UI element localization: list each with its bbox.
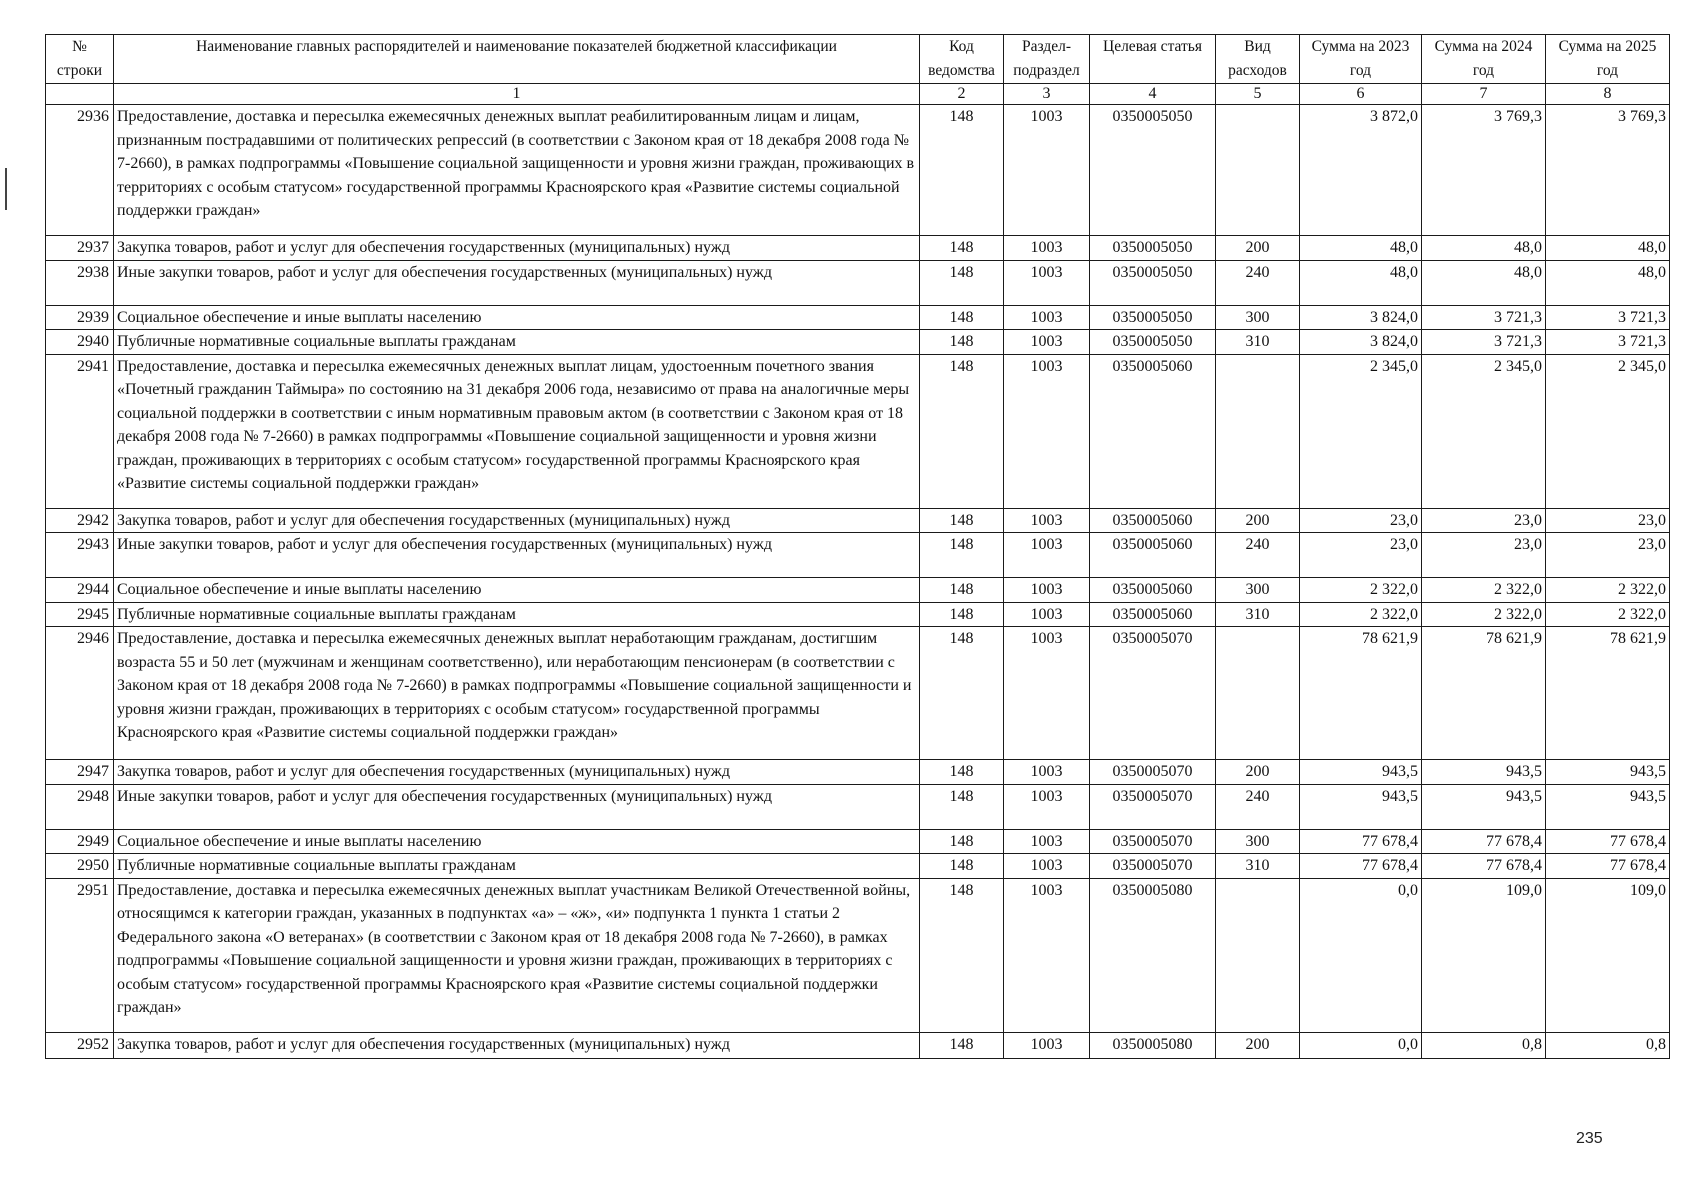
section-code: 1003 [1004, 578, 1090, 603]
page-number: 235 [1576, 1130, 1603, 1147]
sum-2024: 3 721,3 [1422, 330, 1546, 355]
dept-code: 148 [920, 760, 1004, 785]
row-number: 2943 [46, 533, 114, 578]
row-name: Закупка товаров, работ и услуг для обеспечения государственных (муниципальных) нужд [114, 508, 920, 533]
sum-2023: 23,0 [1300, 508, 1422, 533]
header-row [46, 35, 1670, 84]
section-code: 1003 [1004, 602, 1090, 627]
row-name: Публичные нормативные социальные выплаты гражданам [114, 602, 920, 627]
section-code: 1003 [1004, 305, 1090, 330]
sum-2025: 943,5 [1546, 760, 1670, 785]
row-name: Предоставление, доставка и пересылка ежемесячных денежных выплат реабилитированным лицам и лицам, признанным пострадавшими от политических репрессий (в соответствии с Законом края от 18 декабря 2008 года № 7-2660), в рамках подпрограммы «Повышение социальной защищенности и уровня жизни граждан, проживающих в территориях с особым статусом» государственной программы Красноярского края «Развитие системы социальной поддержки граждан» [114, 105, 920, 236]
sum-2024: 2 322,0 [1422, 602, 1546, 627]
row-number: 2941 [46, 354, 114, 508]
expense-type-code [1216, 878, 1300, 1032]
sum-2023: 23,0 [1300, 533, 1422, 578]
column-number: 8 [1546, 84, 1670, 105]
column-number: 2 [920, 84, 1004, 105]
row-name: Закупка товаров, работ и услуг для обеспечения государственных (муниципальных) нужд [114, 1032, 920, 1058]
sum-2023: 3 824,0 [1300, 330, 1422, 355]
header-sum-2023: Сумма на 2023 год [1300, 35, 1422, 84]
column-number: 7 [1422, 84, 1546, 105]
row-number: 2946 [46, 627, 114, 760]
expense-type-code: 300 [1216, 578, 1300, 603]
header-dept: Код ведомства [920, 35, 1004, 84]
row-number: 2938 [46, 260, 114, 305]
budget-table [45, 34, 1670, 1059]
sum-2025: 48,0 [1546, 236, 1670, 261]
target-code: 0350005050 [1090, 330, 1216, 355]
expense-type-code: 310 [1216, 602, 1300, 627]
table-row [46, 533, 1670, 578]
column-number [46, 84, 114, 105]
header-row-no: № строки [46, 35, 114, 84]
section-code: 1003 [1004, 508, 1090, 533]
sum-2023: 48,0 [1300, 236, 1422, 261]
sum-2023: 2 322,0 [1300, 602, 1422, 627]
sum-2024: 23,0 [1422, 533, 1546, 578]
sum-2024: 109,0 [1422, 878, 1546, 1032]
dept-code: 148 [920, 236, 1004, 261]
sum-2023: 943,5 [1300, 784, 1422, 829]
sum-2023: 3 824,0 [1300, 305, 1422, 330]
row-number: 2942 [46, 508, 114, 533]
table-row [46, 236, 1670, 261]
expense-type-code [1216, 627, 1300, 760]
target-code: 0350005070 [1090, 760, 1216, 785]
dept-code: 148 [920, 854, 1004, 879]
row-number: 2951 [46, 878, 114, 1032]
dept-code: 148 [920, 508, 1004, 533]
section-code: 1003 [1004, 784, 1090, 829]
header-expense-type: Вид расходов [1216, 35, 1300, 84]
row-name: Иные закупки товаров, работ и услуг для обеспечения государственных (муниципальных) нужд [114, 260, 920, 305]
table-row [46, 602, 1670, 627]
target-code: 0350005050 [1090, 236, 1216, 261]
row-name: Публичные нормативные социальные выплаты гражданам [114, 330, 920, 355]
row-name: Предоставление, доставка и пересылка ежемесячных денежных выплат участникам Великой Отечественной войны, относящимся к категории граждан, указанных в подпунктах «а» – «ж», «и» подпункта 1 пункта 1 статьи 2 Федерального закона «О ветеранах» (в соответствии с Законом края от 18 декабря 2008 года № 7-2660), в рамках подпрограммы «Повышение социальной защищенности и уровня жизни граждан, проживающих в территориях с особым статусом» государственной программы Красноярского края «Развитие системы социальной поддержки граждан» [114, 878, 920, 1032]
column-number: 6 [1300, 84, 1422, 105]
target-code: 0350005080 [1090, 1032, 1216, 1058]
table-row [46, 878, 1670, 1032]
table-row [46, 854, 1670, 879]
sum-2025: 109,0 [1546, 878, 1670, 1032]
target-code: 0350005050 [1090, 105, 1216, 236]
dept-code: 148 [920, 627, 1004, 760]
table-row [46, 330, 1670, 355]
target-code: 0350005060 [1090, 602, 1216, 627]
row-number: 2940 [46, 330, 114, 355]
column-number: 3 [1004, 84, 1090, 105]
sum-2025: 23,0 [1546, 508, 1670, 533]
table-row [46, 760, 1670, 785]
sum-2025: 77 678,4 [1546, 854, 1670, 879]
expense-type-code: 300 [1216, 305, 1300, 330]
table-row [46, 784, 1670, 829]
sum-2024: 23,0 [1422, 508, 1546, 533]
row-name: Социальное обеспечение и иные выплаты населению [114, 578, 920, 603]
table-row [46, 260, 1670, 305]
sum-2025: 3 769,3 [1546, 105, 1670, 236]
dept-code: 148 [920, 784, 1004, 829]
table-row [46, 578, 1670, 603]
row-number: 2936 [46, 105, 114, 236]
row-name: Иные закупки товаров, работ и услуг для обеспечения государственных (муниципальных) нужд [114, 533, 920, 578]
sum-2024: 78 621,9 [1422, 627, 1546, 760]
row-name: Предоставление, доставка и пересылка ежемесячных денежных выплат неработающим гражданам, достигшим возраста 55 и 50 лет (мужчинам и женщинам соответственно), или неработающим пенсионерам (в соответствии с Законом края от 18 декабря 2008 года № 7-2660) в рамках подпрограммы «Повышение социальной защищенности и уровня жизни граждан, проживающих в территориях с особым статусом» государственной программы Красноярского края «Развитие системы социальной поддержки граждан» [114, 627, 920, 760]
target-code: 0350005070 [1090, 854, 1216, 879]
expense-type-code: 240 [1216, 533, 1300, 578]
target-code: 0350005060 [1090, 533, 1216, 578]
row-number: 2952 [46, 1032, 114, 1058]
sum-2025: 943,5 [1546, 784, 1670, 829]
row-name: Социальное обеспечение и иные выплаты населению [114, 829, 920, 854]
expense-type-code [1216, 354, 1300, 508]
target-code: 0350005060 [1090, 354, 1216, 508]
table-row [46, 627, 1670, 760]
sum-2024: 48,0 [1422, 260, 1546, 305]
row-number: 2949 [46, 829, 114, 854]
sum-2023: 0,0 [1300, 1032, 1422, 1058]
column-number-row [46, 84, 1670, 105]
sum-2025: 3 721,3 [1546, 330, 1670, 355]
column-number: 1 [114, 84, 920, 105]
section-code: 1003 [1004, 533, 1090, 578]
section-code: 1003 [1004, 829, 1090, 854]
expense-type-code: 240 [1216, 784, 1300, 829]
section-code: 1003 [1004, 760, 1090, 785]
sum-2023: 3 872,0 [1300, 105, 1422, 236]
sum-2023: 78 621,9 [1300, 627, 1422, 760]
target-code: 0350005070 [1090, 829, 1216, 854]
sum-2024: 0,8 [1422, 1032, 1546, 1058]
dept-code: 148 [920, 829, 1004, 854]
header-sum-2024: Сумма на 2024 год [1422, 35, 1546, 84]
sum-2024: 48,0 [1422, 236, 1546, 261]
sum-2023: 77 678,4 [1300, 829, 1422, 854]
target-code: 0350005060 [1090, 508, 1216, 533]
table-row [46, 305, 1670, 330]
dept-code: 148 [920, 1032, 1004, 1058]
section-code: 1003 [1004, 354, 1090, 508]
row-number: 2948 [46, 784, 114, 829]
sum-2025: 2 345,0 [1546, 354, 1670, 508]
sum-2025: 77 678,4 [1546, 829, 1670, 854]
header-name: Наименование главных распорядителей и наименование показателей бюджетной классификации [114, 35, 920, 84]
row-number: 2950 [46, 854, 114, 879]
expense-type-code: 200 [1216, 508, 1300, 533]
target-code: 0350005080 [1090, 878, 1216, 1032]
dept-code: 148 [920, 260, 1004, 305]
dept-code: 148 [920, 354, 1004, 508]
row-name: Закупка товаров, работ и услуг для обеспечения государственных (муниципальных) нужд [114, 236, 920, 261]
expense-type-code: 240 [1216, 260, 1300, 305]
table-row [46, 508, 1670, 533]
sum-2024: 77 678,4 [1422, 854, 1546, 879]
dept-code: 148 [920, 330, 1004, 355]
table-row [46, 105, 1670, 236]
sum-2023: 77 678,4 [1300, 854, 1422, 879]
dept-code: 148 [920, 533, 1004, 578]
target-code: 0350005070 [1090, 627, 1216, 760]
sum-2024: 943,5 [1422, 784, 1546, 829]
expense-type-code: 300 [1216, 829, 1300, 854]
sum-2025: 3 721,3 [1546, 305, 1670, 330]
expense-type-code [1216, 105, 1300, 236]
sum-2024: 2 345,0 [1422, 354, 1546, 508]
section-code: 1003 [1004, 627, 1090, 760]
sum-2024: 943,5 [1422, 760, 1546, 785]
sum-2025: 23,0 [1546, 533, 1670, 578]
target-code: 0350005060 [1090, 578, 1216, 603]
sum-2023: 943,5 [1300, 760, 1422, 785]
section-code: 1003 [1004, 105, 1090, 236]
row-number: 2945 [46, 602, 114, 627]
sum-2025: 0,8 [1546, 1032, 1670, 1058]
expense-type-code: 310 [1216, 330, 1300, 355]
row-name: Иные закупки товаров, работ и услуг для обеспечения государственных (муниципальных) нужд [114, 784, 920, 829]
row-number: 2939 [46, 305, 114, 330]
section-code: 1003 [1004, 854, 1090, 879]
column-number: 4 [1090, 84, 1216, 105]
sum-2023: 0,0 [1300, 878, 1422, 1032]
expense-type-code: 200 [1216, 760, 1300, 785]
column-number: 5 [1216, 84, 1300, 105]
section-code: 1003 [1004, 1032, 1090, 1058]
header-sum-2025: Сумма на 2025 год [1546, 35, 1670, 84]
row-name: Публичные нормативные социальные выплаты гражданам [114, 854, 920, 879]
sum-2024: 2 322,0 [1422, 578, 1546, 603]
sum-2023: 2 345,0 [1300, 354, 1422, 508]
table-body [46, 105, 1670, 1059]
sum-2025: 2 322,0 [1546, 578, 1670, 603]
row-name: Закупка товаров, работ и услуг для обеспечения государственных (муниципальных) нужд [114, 760, 920, 785]
expense-type-code: 200 [1216, 236, 1300, 261]
dept-code: 148 [920, 578, 1004, 603]
section-code: 1003 [1004, 330, 1090, 355]
expense-type-code: 200 [1216, 1032, 1300, 1058]
sum-2023: 2 322,0 [1300, 578, 1422, 603]
section-code: 1003 [1004, 260, 1090, 305]
table-row [46, 829, 1670, 854]
dept-code: 148 [920, 105, 1004, 236]
table-row [46, 1032, 1670, 1058]
sum-2023: 48,0 [1300, 260, 1422, 305]
dept-code: 148 [920, 878, 1004, 1032]
section-code: 1003 [1004, 236, 1090, 261]
target-code: 0350005050 [1090, 260, 1216, 305]
target-code: 0350005050 [1090, 305, 1216, 330]
table-row [46, 354, 1670, 508]
row-number: 2947 [46, 760, 114, 785]
row-name: Предоставление, доставка и пересылка ежемесячных денежных выплат лицам, удостоенным почетного звания «Почетный гражданин Таймыра» по состоянию на 31 декабря 2006 года, независимо от права на аналогичные меры социальной поддержки в соответствии с иным нормативным правовым актом (в соответствии с Законом края от 18 декабря 2008 года № 7-2660) в рамках подпрограммы «Повышение социальной защищенности и уровня жизни граждан, проживающих в территориях с особым статусом» государственной программы Красноярского края «Развитие системы социальной поддержки граждан» [114, 354, 920, 508]
sum-2025: 2 322,0 [1546, 602, 1670, 627]
dept-code: 148 [920, 602, 1004, 627]
row-number: 2944 [46, 578, 114, 603]
sum-2024: 3 721,3 [1422, 305, 1546, 330]
sum-2025: 78 621,9 [1546, 627, 1670, 760]
sum-2024: 77 678,4 [1422, 829, 1546, 854]
section-code: 1003 [1004, 878, 1090, 1032]
row-number: 2937 [46, 236, 114, 261]
margin-mark [5, 168, 7, 210]
target-code: 0350005070 [1090, 784, 1216, 829]
expense-type-code: 310 [1216, 854, 1300, 879]
sum-2024: 3 769,3 [1422, 105, 1546, 236]
row-name: Социальное обеспечение и иные выплаты населению [114, 305, 920, 330]
dept-code: 148 [920, 305, 1004, 330]
sum-2025: 48,0 [1546, 260, 1670, 305]
header-section: Раздел-подраздел [1004, 35, 1090, 84]
header-target: Целевая статья [1090, 35, 1216, 84]
